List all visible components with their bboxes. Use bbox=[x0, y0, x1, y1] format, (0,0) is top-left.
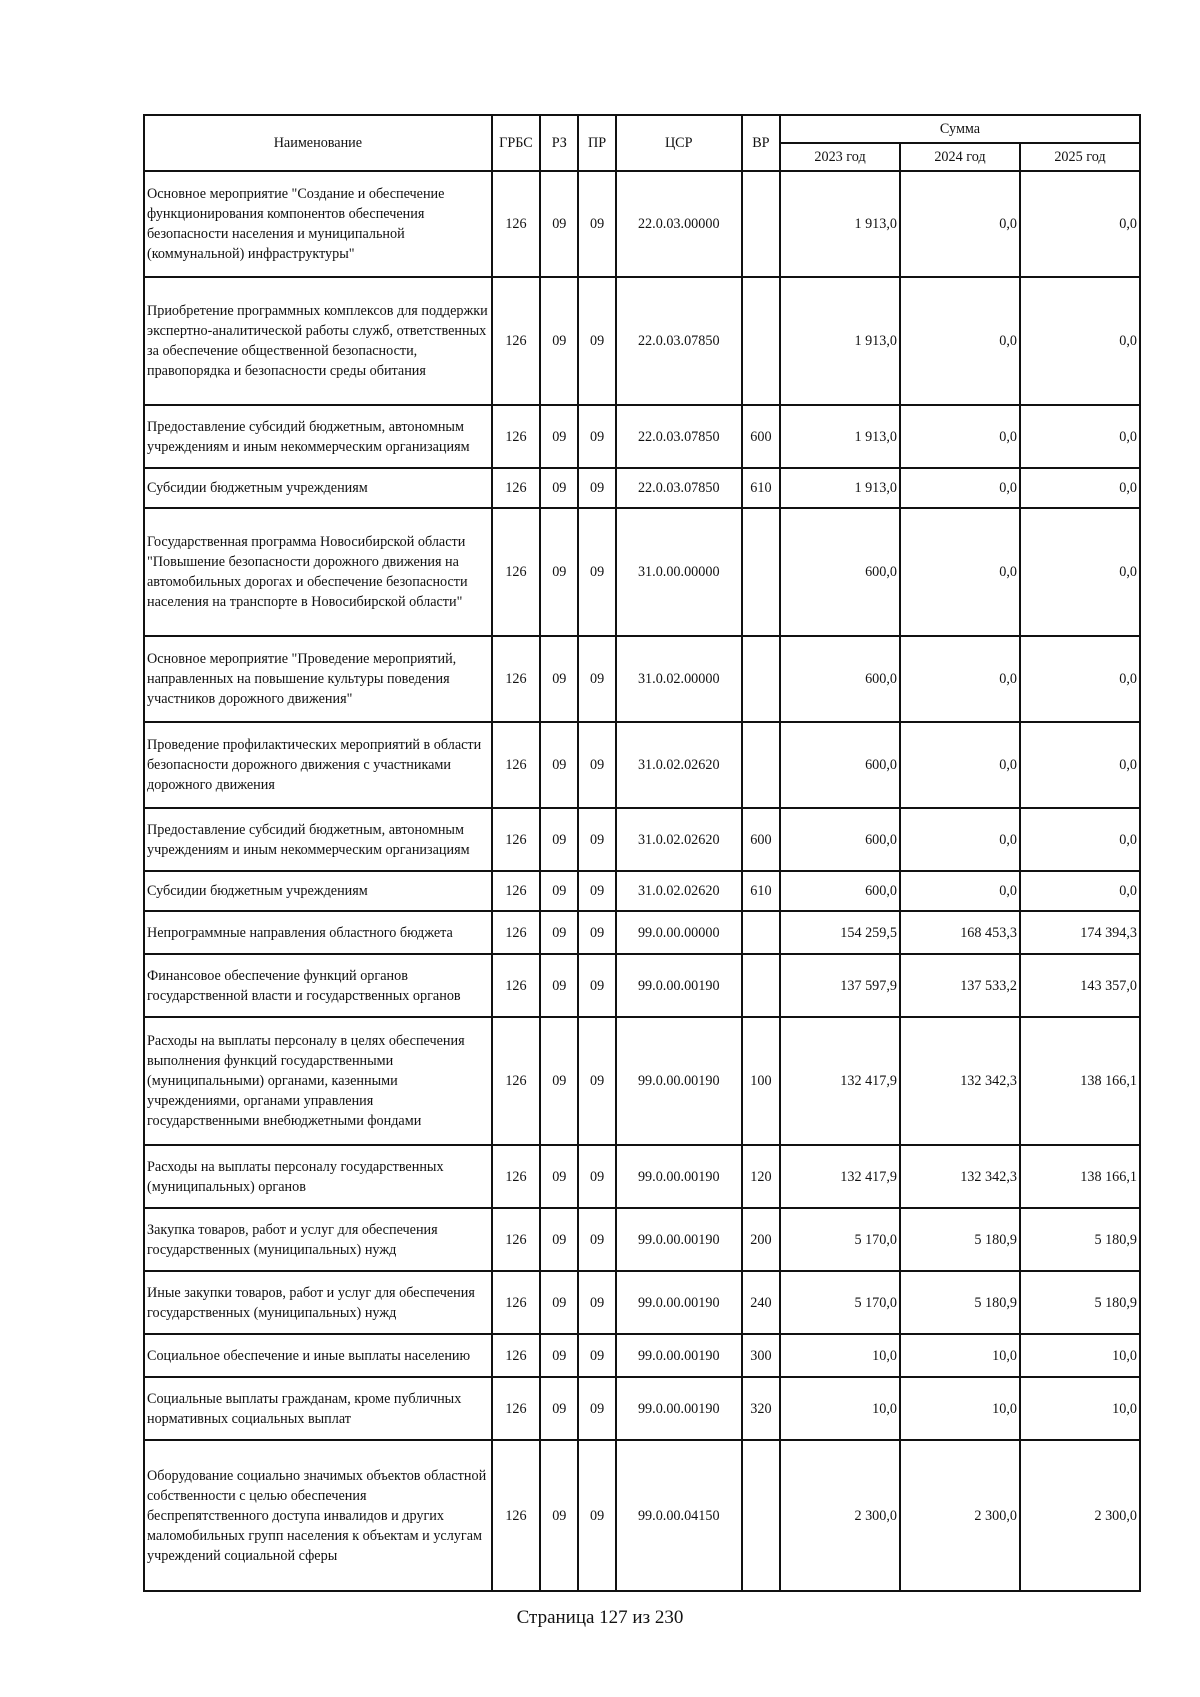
row-amount-2025: 0,0 bbox=[1020, 468, 1140, 508]
row-amount-2024: 10,0 bbox=[900, 1377, 1020, 1440]
row-pr: 09 bbox=[578, 1208, 615, 1271]
row-csr: 99.0.00.00190 bbox=[616, 1017, 742, 1145]
row-grbs: 126 bbox=[492, 808, 540, 871]
row-name: Государственная программа Новосибирской области "Повышение безопасности дорожного движения на автомобильных дорогах и обеспечение безопасности населения на транспорте в Новосибирской области" bbox=[144, 508, 492, 636]
row-csr: 22.0.03.07850 bbox=[616, 405, 742, 468]
row-name: Проведение профилактических мероприятий в области безопасности дорожного движения с участниками дорожного движения bbox=[144, 722, 492, 808]
row-amount-2023: 600,0 bbox=[780, 808, 900, 871]
table-row bbox=[144, 1271, 1140, 1334]
table-row bbox=[144, 1334, 1140, 1377]
row-pr: 09 bbox=[578, 1377, 615, 1440]
row-csr: 22.0.03.00000 bbox=[616, 171, 742, 277]
row-vr: 120 bbox=[742, 1145, 780, 1208]
row-amount-2024: 0,0 bbox=[900, 722, 1020, 808]
table-row bbox=[144, 636, 1140, 722]
row-vr: 600 bbox=[742, 808, 780, 871]
row-amount-2024: 0,0 bbox=[900, 508, 1020, 636]
row-pr: 09 bbox=[578, 405, 615, 468]
row-vr: 240 bbox=[742, 1271, 780, 1334]
row-grbs: 126 bbox=[492, 171, 540, 277]
page-number: Страница 127 из 230 bbox=[516, 1607, 684, 1628]
row-pr: 09 bbox=[578, 277, 615, 405]
table-row bbox=[144, 871, 1140, 911]
row-vr bbox=[742, 954, 780, 1017]
row-csr: 99.0.00.00190 bbox=[616, 1271, 742, 1334]
row-amount-2023: 10,0 bbox=[780, 1334, 900, 1377]
row-name: Социальное обеспечение и иные выплаты населению bbox=[144, 1334, 492, 1377]
row-csr: 99.0.00.00190 bbox=[616, 1334, 742, 1377]
row-pr: 09 bbox=[578, 722, 615, 808]
table-row bbox=[144, 1145, 1140, 1208]
row-csr: 31.0.02.02620 bbox=[616, 722, 742, 808]
row-amount-2025: 10,0 bbox=[1020, 1334, 1140, 1377]
row-amount-2023: 600,0 bbox=[780, 508, 900, 636]
row-vr: 610 bbox=[742, 468, 780, 508]
table-row bbox=[144, 722, 1140, 808]
row-vr: 320 bbox=[742, 1377, 780, 1440]
row-amount-2025: 10,0 bbox=[1020, 1377, 1140, 1440]
row-name: Субсидии бюджетным учреждениям bbox=[144, 871, 492, 911]
row-name: Приобретение программных комплексов для поддержки экспертно-аналитической работы служб, ответственных за обеспечение общественной безопасности, правопорядка и безопасности среды обитания bbox=[144, 277, 492, 405]
row-vr bbox=[742, 1440, 780, 1591]
row-amount-2025: 138 166,1 bbox=[1020, 1145, 1140, 1208]
row-amount-2025: 0,0 bbox=[1020, 508, 1140, 636]
row-amount-2025: 0,0 bbox=[1020, 405, 1140, 468]
row-rz: 09 bbox=[540, 1334, 578, 1377]
row-rz: 09 bbox=[540, 277, 578, 405]
table-row bbox=[144, 1208, 1140, 1271]
row-amount-2024: 10,0 bbox=[900, 1334, 1020, 1377]
row-amount-2024: 0,0 bbox=[900, 871, 1020, 911]
row-rz: 09 bbox=[540, 405, 578, 468]
row-pr: 09 bbox=[578, 1017, 615, 1145]
row-amount-2025: 0,0 bbox=[1020, 808, 1140, 871]
row-amount-2024: 132 342,3 bbox=[900, 1145, 1020, 1208]
row-amount-2024: 2 300,0 bbox=[900, 1440, 1020, 1591]
table-row bbox=[144, 468, 1140, 508]
row-csr: 31.0.02.02620 bbox=[616, 808, 742, 871]
row-grbs: 126 bbox=[492, 636, 540, 722]
row-grbs: 126 bbox=[492, 508, 540, 636]
row-amount-2024: 0,0 bbox=[900, 171, 1020, 277]
row-csr: 99.0.00.00190 bbox=[616, 954, 742, 1017]
row-pr: 09 bbox=[578, 911, 615, 954]
table-row bbox=[144, 405, 1140, 468]
row-amount-2023: 5 170,0 bbox=[780, 1271, 900, 1334]
row-amount-2023: 154 259,5 bbox=[780, 911, 900, 954]
row-amount-2023: 132 417,9 bbox=[780, 1017, 900, 1145]
header-row-top bbox=[144, 115, 1140, 143]
row-vr: 610 bbox=[742, 871, 780, 911]
row-pr: 09 bbox=[578, 1440, 615, 1591]
row-rz: 09 bbox=[540, 954, 578, 1017]
row-amount-2025: 2 300,0 bbox=[1020, 1440, 1140, 1591]
row-amount-2023: 132 417,9 bbox=[780, 1145, 900, 1208]
row-vr: 300 bbox=[742, 1334, 780, 1377]
row-grbs: 126 bbox=[492, 277, 540, 405]
row-rz: 09 bbox=[540, 808, 578, 871]
row-name: Основное мероприятие "Проведение мероприятий, направленных на повышение культуры поведения участников дорожного движения" bbox=[144, 636, 492, 722]
row-rz: 09 bbox=[540, 1145, 578, 1208]
row-csr: 31.0.02.02620 bbox=[616, 871, 742, 911]
row-grbs: 126 bbox=[492, 1334, 540, 1377]
header-year-2025: 2025 год bbox=[1020, 143, 1140, 171]
table-row bbox=[144, 277, 1140, 405]
row-amount-2024: 137 533,2 bbox=[900, 954, 1020, 1017]
row-pr: 09 bbox=[578, 954, 615, 1017]
table-row bbox=[144, 808, 1140, 871]
row-amount-2025: 0,0 bbox=[1020, 871, 1140, 911]
row-grbs: 126 bbox=[492, 954, 540, 1017]
header-year-2023: 2023 год bbox=[780, 143, 900, 171]
row-pr: 09 bbox=[578, 808, 615, 871]
row-amount-2024: 0,0 bbox=[900, 636, 1020, 722]
row-amount-2025: 0,0 bbox=[1020, 171, 1140, 277]
row-grbs: 126 bbox=[492, 1208, 540, 1271]
row-rz: 09 bbox=[540, 508, 578, 636]
table-row bbox=[144, 911, 1140, 954]
row-csr: 99.0.00.00000 bbox=[616, 911, 742, 954]
row-rz: 09 bbox=[540, 1208, 578, 1271]
header-rz: РЗ bbox=[540, 115, 578, 171]
row-pr: 09 bbox=[578, 1271, 615, 1334]
row-name: Предоставление субсидий бюджетным, автономным учреждениям и иным некоммерческим организациям bbox=[144, 808, 492, 871]
header-year-2024: 2024 год bbox=[900, 143, 1020, 171]
table-row bbox=[144, 1017, 1140, 1145]
row-amount-2023: 5 170,0 bbox=[780, 1208, 900, 1271]
row-rz: 09 bbox=[540, 1271, 578, 1334]
row-vr: 100 bbox=[742, 1017, 780, 1145]
row-csr: 99.0.00.04150 bbox=[616, 1440, 742, 1591]
row-rz: 09 bbox=[540, 468, 578, 508]
row-grbs: 126 bbox=[492, 405, 540, 468]
table-row bbox=[144, 954, 1140, 1017]
table-row bbox=[144, 1440, 1140, 1591]
row-amount-2023: 1 913,0 bbox=[780, 277, 900, 405]
row-amount-2024: 0,0 bbox=[900, 468, 1020, 508]
row-pr: 09 bbox=[578, 1334, 615, 1377]
row-amount-2025: 5 180,9 bbox=[1020, 1208, 1140, 1271]
row-name: Расходы на выплаты персоналу государственных (муниципальных) органов bbox=[144, 1145, 492, 1208]
row-name: Закупка товаров, работ и услуг для обеспечения государственных (муниципальных) нужд bbox=[144, 1208, 492, 1271]
row-rz: 09 bbox=[540, 911, 578, 954]
row-vr bbox=[742, 911, 780, 954]
row-pr: 09 bbox=[578, 871, 615, 911]
row-csr: 99.0.00.00190 bbox=[616, 1377, 742, 1440]
row-csr: 22.0.03.07850 bbox=[616, 468, 742, 508]
row-amount-2023: 2 300,0 bbox=[780, 1440, 900, 1591]
row-csr: 22.0.03.07850 bbox=[616, 277, 742, 405]
budget-table bbox=[143, 114, 1141, 1592]
row-amount-2023: 1 913,0 bbox=[780, 468, 900, 508]
table-row bbox=[144, 1377, 1140, 1440]
row-amount-2025: 0,0 bbox=[1020, 722, 1140, 808]
row-pr: 09 bbox=[578, 636, 615, 722]
row-name: Основное мероприятие "Создание и обеспечение функционирования компонентов обеспечения безопасности населения и муниципальной (коммунальной) инфраструктуры" bbox=[144, 171, 492, 277]
row-amount-2024: 132 342,3 bbox=[900, 1017, 1020, 1145]
row-pr: 09 bbox=[578, 468, 615, 508]
row-grbs: 126 bbox=[492, 871, 540, 911]
row-grbs: 126 bbox=[492, 911, 540, 954]
row-vr bbox=[742, 171, 780, 277]
row-csr: 99.0.00.00190 bbox=[616, 1208, 742, 1271]
row-amount-2024: 0,0 bbox=[900, 808, 1020, 871]
row-name: Субсидии бюджетным учреждениям bbox=[144, 468, 492, 508]
table-row bbox=[144, 508, 1140, 636]
row-rz: 09 bbox=[540, 1440, 578, 1591]
row-amount-2025: 138 166,1 bbox=[1020, 1017, 1140, 1145]
row-csr: 31.0.00.00000 bbox=[616, 508, 742, 636]
row-grbs: 126 bbox=[492, 1377, 540, 1440]
row-amount-2024: 168 453,3 bbox=[900, 911, 1020, 954]
row-amount-2025: 0,0 bbox=[1020, 636, 1140, 722]
row-vr: 600 bbox=[742, 405, 780, 468]
row-amount-2024: 0,0 bbox=[900, 277, 1020, 405]
budget-table-body bbox=[144, 171, 1140, 1591]
row-rz: 09 bbox=[540, 636, 578, 722]
row-amount-2025: 0,0 bbox=[1020, 277, 1140, 405]
header-csr: ЦСР bbox=[616, 115, 742, 171]
row-amount-2023: 600,0 bbox=[780, 871, 900, 911]
header-pr: ПР bbox=[578, 115, 615, 171]
row-csr: 99.0.00.00190 bbox=[616, 1145, 742, 1208]
header-name: Наименование bbox=[144, 115, 492, 171]
row-pr: 09 bbox=[578, 1145, 615, 1208]
row-vr bbox=[742, 508, 780, 636]
row-pr: 09 bbox=[578, 171, 615, 277]
row-rz: 09 bbox=[540, 1377, 578, 1440]
row-name: Иные закупки товаров, работ и услуг для обеспечения государственных (муниципальных) нужд bbox=[144, 1271, 492, 1334]
row-vr: 200 bbox=[742, 1208, 780, 1271]
row-amount-2025: 143 357,0 bbox=[1020, 954, 1140, 1017]
row-rz: 09 bbox=[540, 871, 578, 911]
header-vr: ВР bbox=[742, 115, 780, 171]
row-rz: 09 bbox=[540, 171, 578, 277]
row-amount-2023: 1 913,0 bbox=[780, 171, 900, 277]
row-amount-2024: 5 180,9 bbox=[900, 1271, 1020, 1334]
row-amount-2024: 5 180,9 bbox=[900, 1208, 1020, 1271]
row-name: Социальные выплаты гражданам, кроме публичных нормативных социальных выплат bbox=[144, 1377, 492, 1440]
row-amount-2023: 600,0 bbox=[780, 722, 900, 808]
row-rz: 09 bbox=[540, 722, 578, 808]
row-grbs: 126 bbox=[492, 1145, 540, 1208]
row-name: Непрограммные направления областного бюджета bbox=[144, 911, 492, 954]
row-name: Финансовое обеспечение функций органов государственной власти и государственных органов bbox=[144, 954, 492, 1017]
table-row bbox=[144, 171, 1140, 277]
row-amount-2023: 10,0 bbox=[780, 1377, 900, 1440]
row-name: Предоставление субсидий бюджетным, автономным учреждениям и иным некоммерческим организациям bbox=[144, 405, 492, 468]
row-pr: 09 bbox=[578, 508, 615, 636]
row-vr bbox=[742, 636, 780, 722]
row-vr bbox=[742, 277, 780, 405]
row-vr bbox=[742, 722, 780, 808]
row-csr: 31.0.02.00000 bbox=[616, 636, 742, 722]
row-amount-2025: 174 394,3 bbox=[1020, 911, 1140, 954]
row-grbs: 126 bbox=[492, 1440, 540, 1591]
row-amount-2023: 600,0 bbox=[780, 636, 900, 722]
header-sum: Сумма bbox=[780, 115, 1140, 143]
row-grbs: 126 bbox=[492, 468, 540, 508]
row-rz: 09 bbox=[540, 1017, 578, 1145]
row-name: Расходы на выплаты персоналу в целях обеспечения выполнения функций государственными (муниципальными) органами, казенными учреждениями, органами управления государственными внебюджетными фондами bbox=[144, 1017, 492, 1145]
row-amount-2023: 137 597,9 bbox=[780, 954, 900, 1017]
row-amount-2024: 0,0 bbox=[900, 405, 1020, 468]
row-grbs: 126 bbox=[492, 1017, 540, 1145]
row-name: Оборудование социально значимых объектов областной собственности с целью обеспечения беспрепятственного доступа инвалидов и других маломобильных групп населения к объектам и услугам учреждений социальной сферы bbox=[144, 1440, 492, 1591]
row-amount-2023: 1 913,0 bbox=[780, 405, 900, 468]
row-grbs: 126 bbox=[492, 722, 540, 808]
row-grbs: 126 bbox=[492, 1271, 540, 1334]
header-grbs: ГРБС bbox=[492, 115, 540, 171]
row-amount-2025: 5 180,9 bbox=[1020, 1271, 1140, 1334]
